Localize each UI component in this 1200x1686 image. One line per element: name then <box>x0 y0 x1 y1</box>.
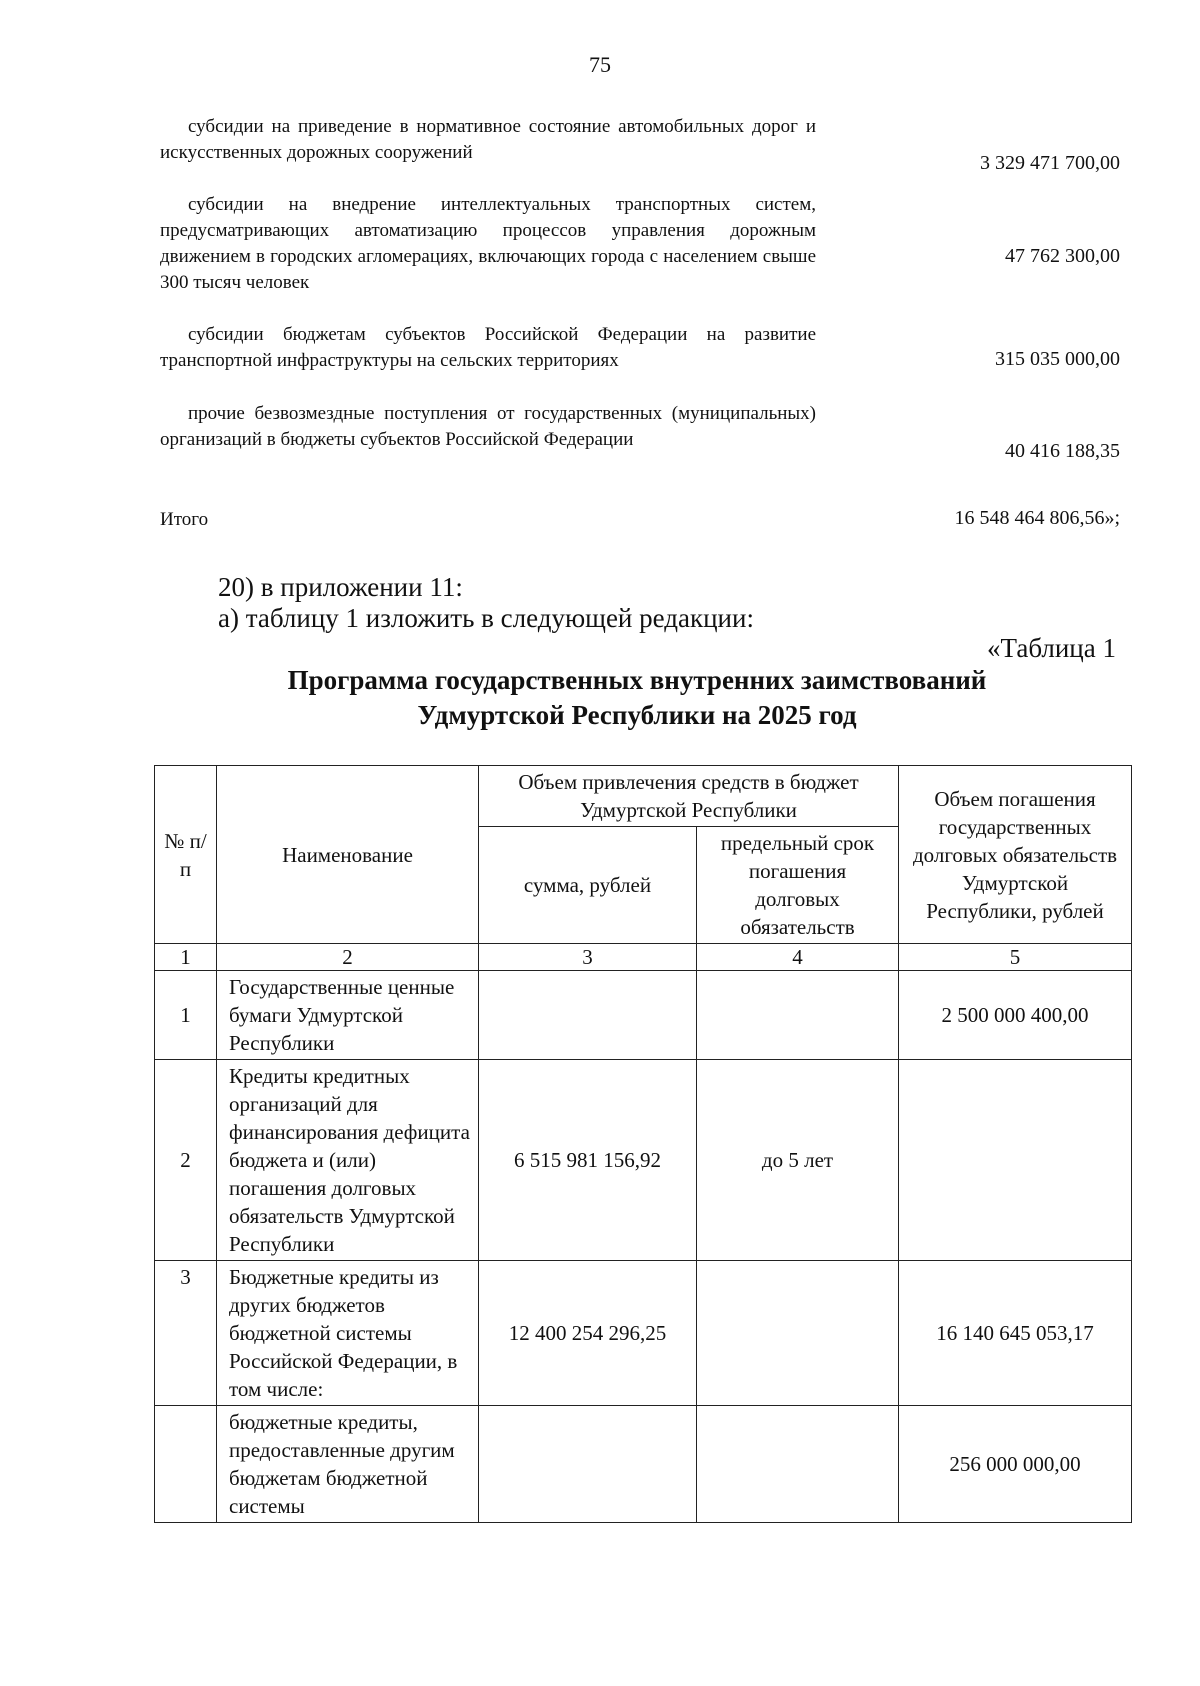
row-sum <box>479 1406 697 1523</box>
row-sum: 12 400 254 296,25 <box>479 1261 697 1406</box>
row-term <box>697 1261 899 1406</box>
total-amount: 16 548 464 806,56»; <box>954 507 1120 529</box>
row-term: до 5 лет <box>697 1060 899 1261</box>
row-repayment: 256 000 000,00 <box>899 1406 1132 1523</box>
column-number: 4 <box>697 944 899 971</box>
row-term <box>697 971 899 1060</box>
income-item-amount: 3 329 471 700,00 <box>980 152 1120 174</box>
row-sum <box>479 971 697 1060</box>
table-row <box>155 971 1132 1060</box>
column-numbers-row <box>155 944 1132 971</box>
row-sum: 6 515 981 156,92 <box>479 1060 697 1261</box>
income-item-amount: 40 416 188,35 <box>1005 440 1120 462</box>
row-num <box>155 1406 217 1523</box>
row-name: Бюджетные кредиты из других бюджетов бюджетной системы Российской Федерации, в том числе: <box>217 1261 479 1406</box>
header-name: Наименование <box>217 766 479 944</box>
table-row <box>155 1060 1132 1261</box>
header-row <box>155 766 1132 827</box>
income-item-desc: субсидии бюджетам субъектов Российской Федерации на развитие транспортной инфраструктуры на сельских территориях <box>160 324 816 371</box>
header-repayment: Объем погашения государственных долговых обязательств Удмуртской Республики, рублей <box>899 766 1132 944</box>
income-item-desc: прочие безвозмездные поступления от государственных (муниципальных) организаций в бюджеты субъектов Российской Федерации <box>160 403 816 450</box>
row-num: 2 <box>155 1060 217 1261</box>
row-repayment <box>899 1060 1132 1261</box>
column-number: 2 <box>217 944 479 971</box>
borrowing-table <box>154 765 1132 1523</box>
column-number: 5 <box>899 944 1132 971</box>
column-number: 3 <box>479 944 697 971</box>
row-name: Государственные ценные бумаги Удмуртской Республики <box>217 971 479 1060</box>
row-name: бюджетные кредиты, предоставленные другим бюджетам бюджетной системы <box>217 1406 479 1523</box>
amendment-line-2: а) таблицу 1 изложить в следующей редакции: <box>218 603 754 633</box>
total-label: Итого <box>160 509 209 530</box>
amendment-line-1: 20) в приложении 11: <box>218 572 463 602</box>
row-name: Кредиты кредитных организаций для финансирования дефицита бюджета и (или) погашения долговых обязательств Удмуртской Республики <box>217 1060 479 1261</box>
row-repayment: 16 140 645 053,17 <box>899 1261 1132 1406</box>
page-number: 75 <box>589 52 611 77</box>
table-row <box>155 1261 1132 1406</box>
header-term: предельный срок погашения долговых обязательств <box>697 827 899 944</box>
header-sum: сумма, рублей <box>479 827 697 944</box>
header-attraction: Объем привлечения средств в бюджет Удмуртской Республики <box>479 766 899 827</box>
row-num: 3 <box>155 1261 217 1406</box>
income-item-amount: 47 762 300,00 <box>1005 245 1120 267</box>
column-number: 1 <box>155 944 217 971</box>
table-row <box>155 1406 1132 1523</box>
row-num: 1 <box>155 971 217 1060</box>
header-num: № п/п <box>155 766 217 944</box>
program-title-line-2: Удмуртской Республики на 2025 год <box>417 700 857 730</box>
row-repayment: 2 500 000 400,00 <box>899 971 1132 1060</box>
program-title-line-1: Программа государственных внутренних заимствований <box>287 665 987 695</box>
program-title <box>90 663 1184 733</box>
income-item-amount: 315 035 000,00 <box>995 348 1120 370</box>
table-caption: «Таблица 1 <box>987 633 1116 663</box>
income-item-desc: субсидии на приведение в нормативное состояние автомобильных дорог и искусственных дорожных сооружений <box>160 116 816 163</box>
income-item-desc: субсидии на внедрение интеллектуальных транспортных систем, предусматривающих автоматизацию процессов управления дорожным движением в городских агломерациях, включающих города с населением свыше 300 тысяч человек <box>160 194 816 293</box>
row-term <box>697 1406 899 1523</box>
